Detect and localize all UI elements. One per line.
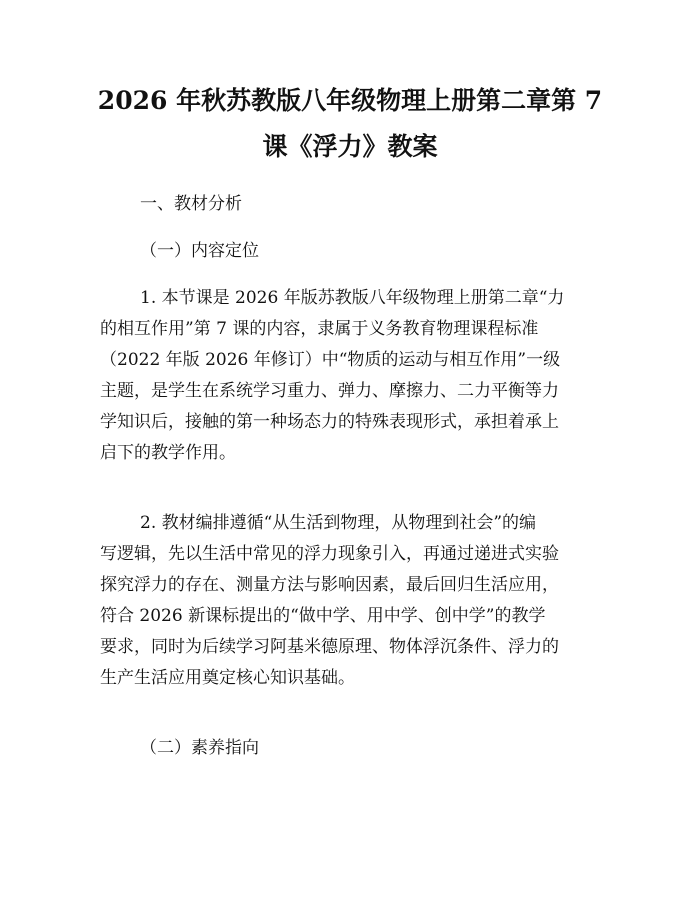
paragraph-2-line: 符合 2026 新课标提出的“做中学、用中学、创中学”的教学 (100, 606, 546, 626)
document-title-line-1: 2026 年秋苏教版八年级物理上册第二章第 7 (97, 86, 603, 115)
paragraph-1-line: （2022 年版 2026 年修订）中“物质的运动与相互作用”一级 (100, 350, 561, 370)
subsection-heading-literacy-orientation: （二）素养指向 (140, 738, 259, 758)
paragraph-2-line: 2. 教材编排遵循“从生活到物理，从物理到社会”的编 (140, 513, 537, 533)
paragraph-2-line: 生产生活应用奠定核心知识基础。 (100, 668, 355, 688)
paragraph-2-line: 探究浮力的存在、测量方法与影响因素，最后回归生活应用， (100, 575, 559, 595)
paragraph-2-line: 写逻辑，先以生活中常见的浮力现象引入，再通过递进式实验 (100, 544, 559, 564)
paragraph-1 (100, 283, 608, 469)
paragraph-1-line: 的相互作用”第 7 课的内容，隶属于义务教育物理课程标准 (100, 319, 539, 339)
document-title-line-2: 课《浮力》教案 (262, 132, 438, 161)
paragraph-2 (100, 508, 608, 694)
paragraph-1-line: 1. 本节课是 2026 年版苏教版八年级物理上册第二章“力 (140, 288, 565, 308)
paragraph-1-line: 主题，是学生在系统学习重力、弹力、摩擦力、二力平衡等力 (100, 381, 559, 401)
subsection-heading-content-positioning: （一）内容定位 (140, 241, 259, 261)
paragraph-1-line: 学知识后，接触的第一种场态力的特殊表现形式，承担着承上 (100, 412, 559, 432)
paragraph-1-line: 启下的教学作用。 (100, 443, 236, 463)
paragraph-2-line: 要求，同时为后续学习阿基米德原理、物体浮沉条件、浮力的 (100, 637, 559, 657)
section-heading-textbook-analysis: 一、教材分析 (140, 194, 242, 214)
